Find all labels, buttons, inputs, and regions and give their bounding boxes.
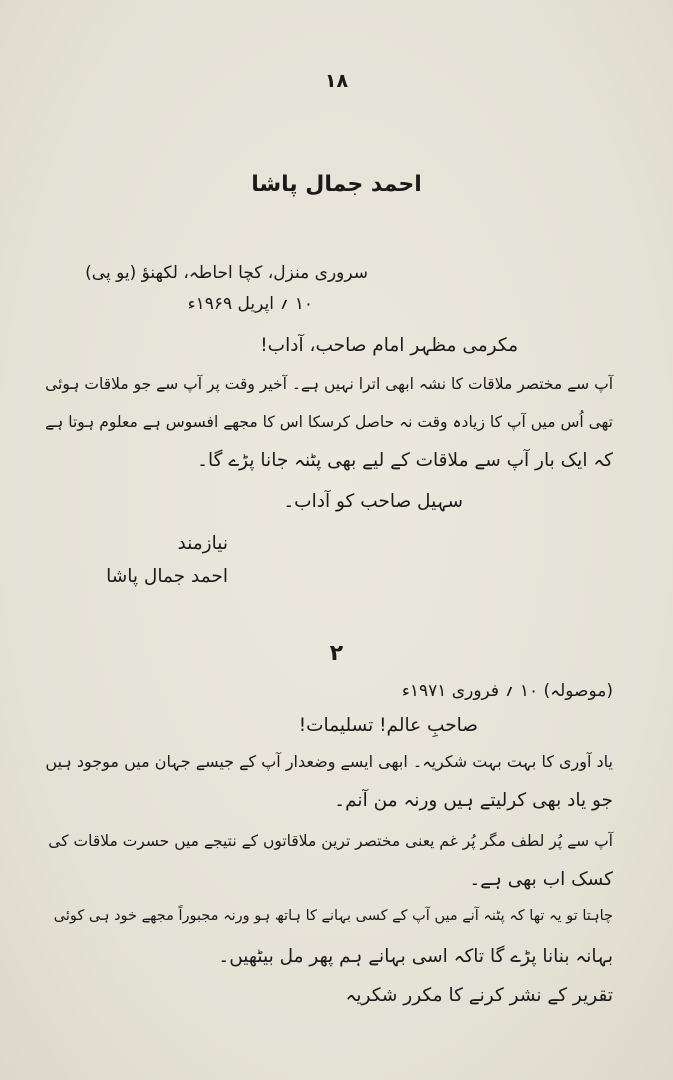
letter1-body-line-1: آپ سے مختصر ملاقات کا نشہ ابھی اترا نہیں ہے۔ آخیر وقت پر آپ سے جو ملاقات ہوئی [45, 375, 613, 393]
letter2-body-line-6: بہانہ بنانا پڑے گا تاکہ اسی بہانے ہم پھر مل بیٹھیں۔ [218, 946, 613, 967]
author-title: احمد جمال پاشا [251, 172, 422, 197]
letter1-address: سروری منزل، کچا احاطہ، لکھنؤ (یو پی) [85, 263, 368, 283]
letter2-body-line-1: یاد آوری کا بہت بہت شکریہ۔ ابھی ایسے وضعدار آپ کے جیسے جہان میں موجود ہیں [45, 752, 613, 771]
letter1-salutation: مکرمی مظہر امام صاحب، آداب! [260, 335, 518, 356]
page-number: ۱۸ [324, 70, 349, 92]
letter1-body-line-3: کہ ایک بار آپ سے ملاقات کے لیے بھی پٹنہ جانا پڑے گا۔ [197, 450, 613, 471]
letter2-body-line-4: کسک اب بھی ہے۔ [469, 869, 613, 890]
letter1-regards: سہیل صاحب کو آداب۔ [283, 491, 463, 512]
letter2-body-line-2: جو یاد بھی کرلیتے ہیں ورنہ من آنم۔ [334, 790, 613, 811]
letter1-closing: نیازمند [177, 533, 228, 554]
letter2-body-line-7: تقریر کے نشر کرنے کا مکرر شکریہ [345, 985, 613, 1006]
letter1-body-line-2: تھی اُس میں آپ کا زیادہ وقت نہ حاصل کرسکا اس کا مجھے افسوس ہے معلوم ہوتا ہے [45, 413, 613, 431]
letter1-signature: احمد جمال پاشا [106, 566, 228, 587]
letter2-body-line-3: آپ سے پُر لطف مگر پُر غم یعنی مختصر ترین ملاقاتوں کے نتیجے میں حسرت ملاقات کی [48, 832, 613, 850]
letter2-received-date: (موصولہ) ۱۰ ؍ فروری ۱۹۷۱ء [401, 681, 613, 701]
letter1-date: ۱۰ ؍ اپریل ۱۹۶۹ء [187, 294, 313, 314]
letter2-body-line-5: چاہتا تو یہ تھا کہ پٹنہ آنے میں آپ کے کسی بہانے کا ہاتھ ہو ورنہ مجبوراً مجھے خود ہی کوئی [53, 908, 613, 924]
letter2-number: ۲ [329, 641, 344, 666]
letter2-salutation: صاحبِ عالم! تسلیمات! [298, 715, 478, 736]
